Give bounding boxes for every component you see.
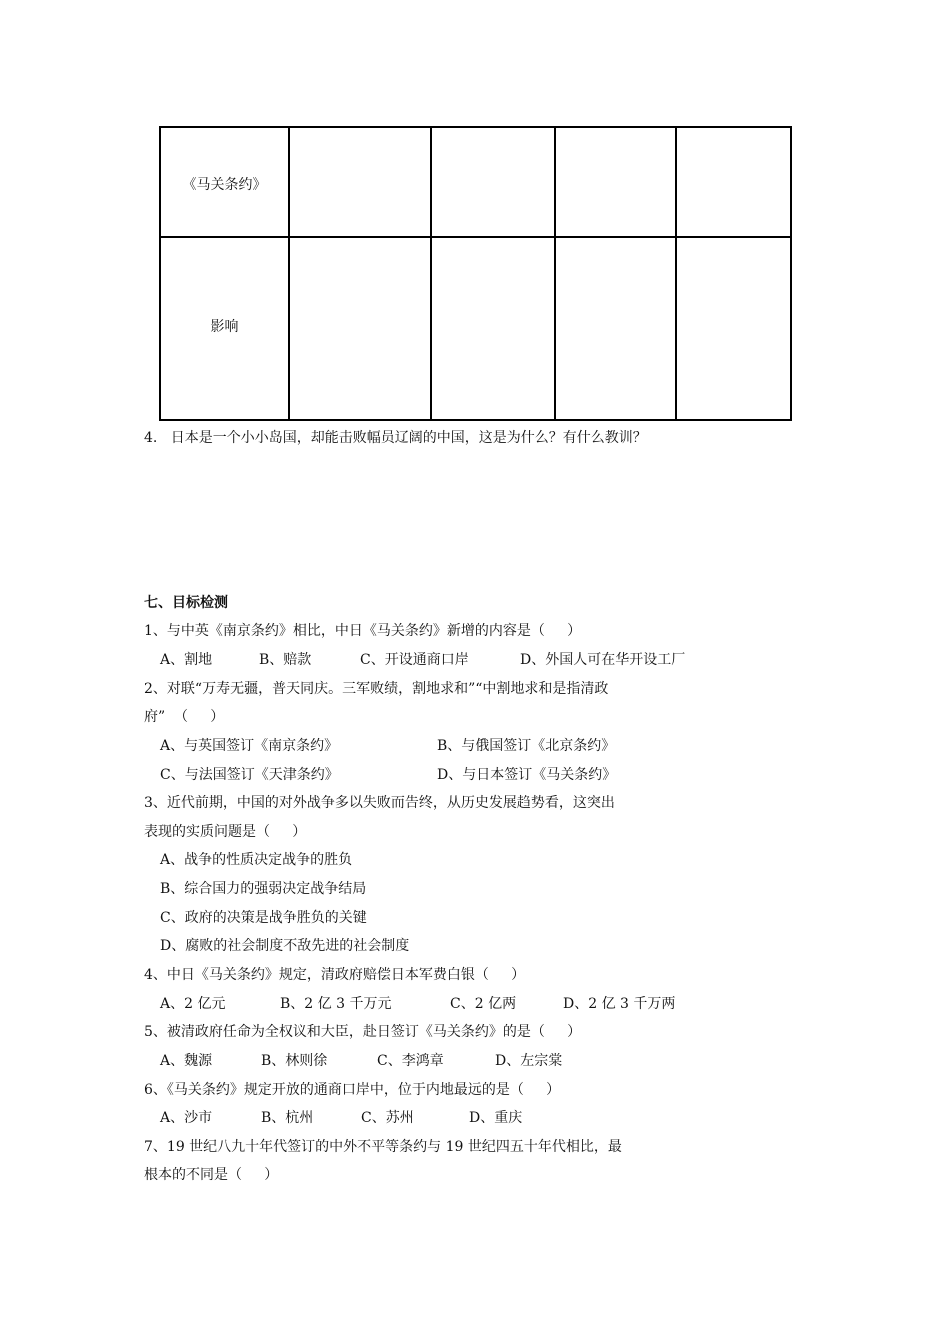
option-c: C、2 亿两 bbox=[450, 996, 517, 1012]
row-label-text: 《马关条约》 bbox=[182, 177, 267, 193]
table-cell bbox=[676, 237, 791, 420]
option-a: A、割地 bbox=[160, 652, 213, 668]
option-d: D、与日本签订《马关条约》 bbox=[437, 767, 617, 783]
table-row-label bbox=[160, 237, 289, 420]
question-stem: 4、中日《马关条约》规定，清政府赔偿日本军费白银（ ） bbox=[144, 967, 526, 983]
option-c: C、与法国签订《天津条约》 bbox=[160, 767, 339, 783]
table-cell bbox=[555, 237, 676, 420]
option-a: A、魏源 bbox=[160, 1053, 213, 1069]
question-stem: 7、19 世纪八九十年代签订的中外不平等条约与 19 世纪四五十年代相比，最 bbox=[144, 1139, 622, 1155]
option-c: C、李鸿章 bbox=[377, 1053, 444, 1069]
table-row bbox=[160, 237, 791, 420]
question-4-prompt: 4. 日本是一个小小岛国，却能击败幅员辽阔的中国，这是为什么？有什么教训？ bbox=[144, 430, 647, 446]
option-a: A、沙市 bbox=[160, 1110, 213, 1126]
question-stem: 2、对联“万寿无疆，普天同庆。三军败绩，割地求和”“中割地求和是指清政 bbox=[144, 681, 609, 697]
option-b: B、赔款 bbox=[259, 652, 312, 668]
question-stem-cont: 根本的不同是（ ） bbox=[144, 1167, 279, 1183]
option-d: D、2 亿 3 千万两 bbox=[563, 996, 676, 1012]
table-cell bbox=[431, 237, 555, 420]
table-cell bbox=[289, 127, 431, 237]
option-c: C、苏州 bbox=[361, 1110, 414, 1126]
treaty-table bbox=[159, 126, 792, 421]
question-stem: 6、《马关条约》规定开放的通商口岸中，位于内地最远的是（ ） bbox=[144, 1082, 561, 1098]
table-cell bbox=[676, 127, 791, 237]
option-d: D、左宗棠 bbox=[495, 1053, 563, 1069]
option-c: C、政府的决策是战争胜负的关键 bbox=[160, 910, 367, 926]
question-stem-cont: 表现的实质问题是（ ） bbox=[144, 824, 307, 840]
row-label-text: 影响 bbox=[210, 318, 239, 335]
table-cell bbox=[431, 127, 555, 237]
option-d: D、腐败的社会制度不敌先进的社会制度 bbox=[160, 938, 410, 954]
option-a: A、2 亿元 bbox=[160, 996, 226, 1012]
option-b: B、林则徐 bbox=[261, 1053, 328, 1069]
option-b: B、与俄国签订《北京条约》 bbox=[437, 738, 616, 754]
question-stem: 1、与中英《南京条约》相比，中日《马关条约》新增的内容是（ ） bbox=[144, 623, 582, 639]
table-cell bbox=[289, 237, 431, 420]
option-d: D、重庆 bbox=[469, 1110, 523, 1126]
section-title: 七、目标检测 bbox=[144, 595, 228, 611]
option-b: B、综合国力的强弱决定战争结局 bbox=[160, 881, 367, 897]
option-c: C、开设通商口岸 bbox=[360, 652, 469, 668]
table-row bbox=[160, 127, 791, 237]
question-stem: 3、近代前期，中国的对外战争多以失败而告终，从历史发展趋势看，这突出 bbox=[144, 795, 615, 811]
table-row-label bbox=[160, 127, 289, 237]
table-cell bbox=[555, 127, 676, 237]
option-a: A、与英国签订《南京条约》 bbox=[160, 738, 339, 754]
question-stem-cont: 府” （ ） bbox=[144, 709, 225, 725]
option-b: B、杭州 bbox=[261, 1110, 314, 1126]
option-d: D、外国人可在华开设工厂 bbox=[520, 652, 686, 668]
question-stem: 5、被清政府任命为全权议和大臣，赴日签订《马关条约》的是（ ） bbox=[144, 1024, 582, 1040]
option-b: B、2 亿 3 千万元 bbox=[280, 996, 392, 1012]
option-a: A、战争的性质决定战争的胜负 bbox=[160, 852, 353, 868]
